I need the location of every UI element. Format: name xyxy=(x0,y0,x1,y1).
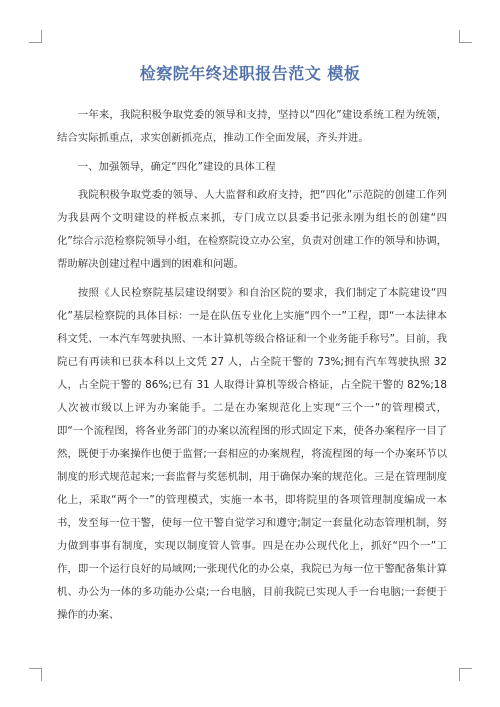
crop-mark-bottom-right xyxy=(459,668,472,681)
document-body xyxy=(57,104,447,627)
paragraph-leadership: 我院积极争取党委的领导、人大监督和政府支持，把“四化”示范院的创建工作列为我县两个文明建设的样板点来抓，专门成立以县委书记张永刚为组长的创建“四化”综合示范检察院领导小组，在检察院设立办公室，负责对创建工作的领导和协调，帮助解决创建过程中遇到的困难和问题。 xyxy=(57,189,447,270)
section-heading: 一、加强领导，确定“四化”建设的具体工程 xyxy=(77,161,276,173)
paragraph-intro: 一年来，我院积极争取党委的领导和支持，坚持以“四化”建设系统工程为统领，结合实际抓重点，求实创新抓亮点，推动工作全面发展，齐头并进。 xyxy=(57,109,447,144)
document-title: 检察院年终述职报告范文 模板 xyxy=(139,64,361,83)
crop-mark-top-left xyxy=(29,30,42,43)
crop-mark-bottom-left xyxy=(29,668,42,681)
paragraph-goals: 按照《人民检察院基层建设纲要》和自治区院的要求，我们制定了本院建设“四化”基层检察院的具体目标：一是在队伍专业化上实施“四个一”工程，即“一本法律本科文凭、一本汽车驾驶执照、一本计算机等级合格证和一个业务能手称号”。目前，我院已有再读和已获本科以上文凭 27 人，占全院干警的 73%;拥有汽车驾驶执照 32 人，占全院干警的 86%;已有 31 人取得计算机等级合格证，占全院干警的 82%;18 人次被市级以上评为办案能手。二是在办案规范化上实现“三个一”的管理模式，即“一个流程图，将各业务部门的办案以流程图的形式固定下来，使各办案程序一目了然，既便于办案操作也便于监督;一套相应的办案规程，将流程图的每一个办案环节以制度的形式规范起来;一套监督与奖惩机制，用于确保办案的规范化。三是在管理制度化上，采取“两个一”的管理模式，实施一本书，即将院里的各项管理制度编成一本书，发至每一位干警，使每一位干警自觉学习和遵守;制定一套量化动态管理机制，努力做到事事有制度，实现以制度管人管事。四是在办公现代化上，抓好“四个一”工作，即一个运行良好的局域网;一张现代化的办公桌，我院已为每一位干警配备集计算机、办公为一体的多功能办公桌;一台电脑，目前我院已实现人手一台电脑;一套便于操作的办案、 xyxy=(57,287,447,621)
crop-mark-top-right xyxy=(459,30,472,43)
